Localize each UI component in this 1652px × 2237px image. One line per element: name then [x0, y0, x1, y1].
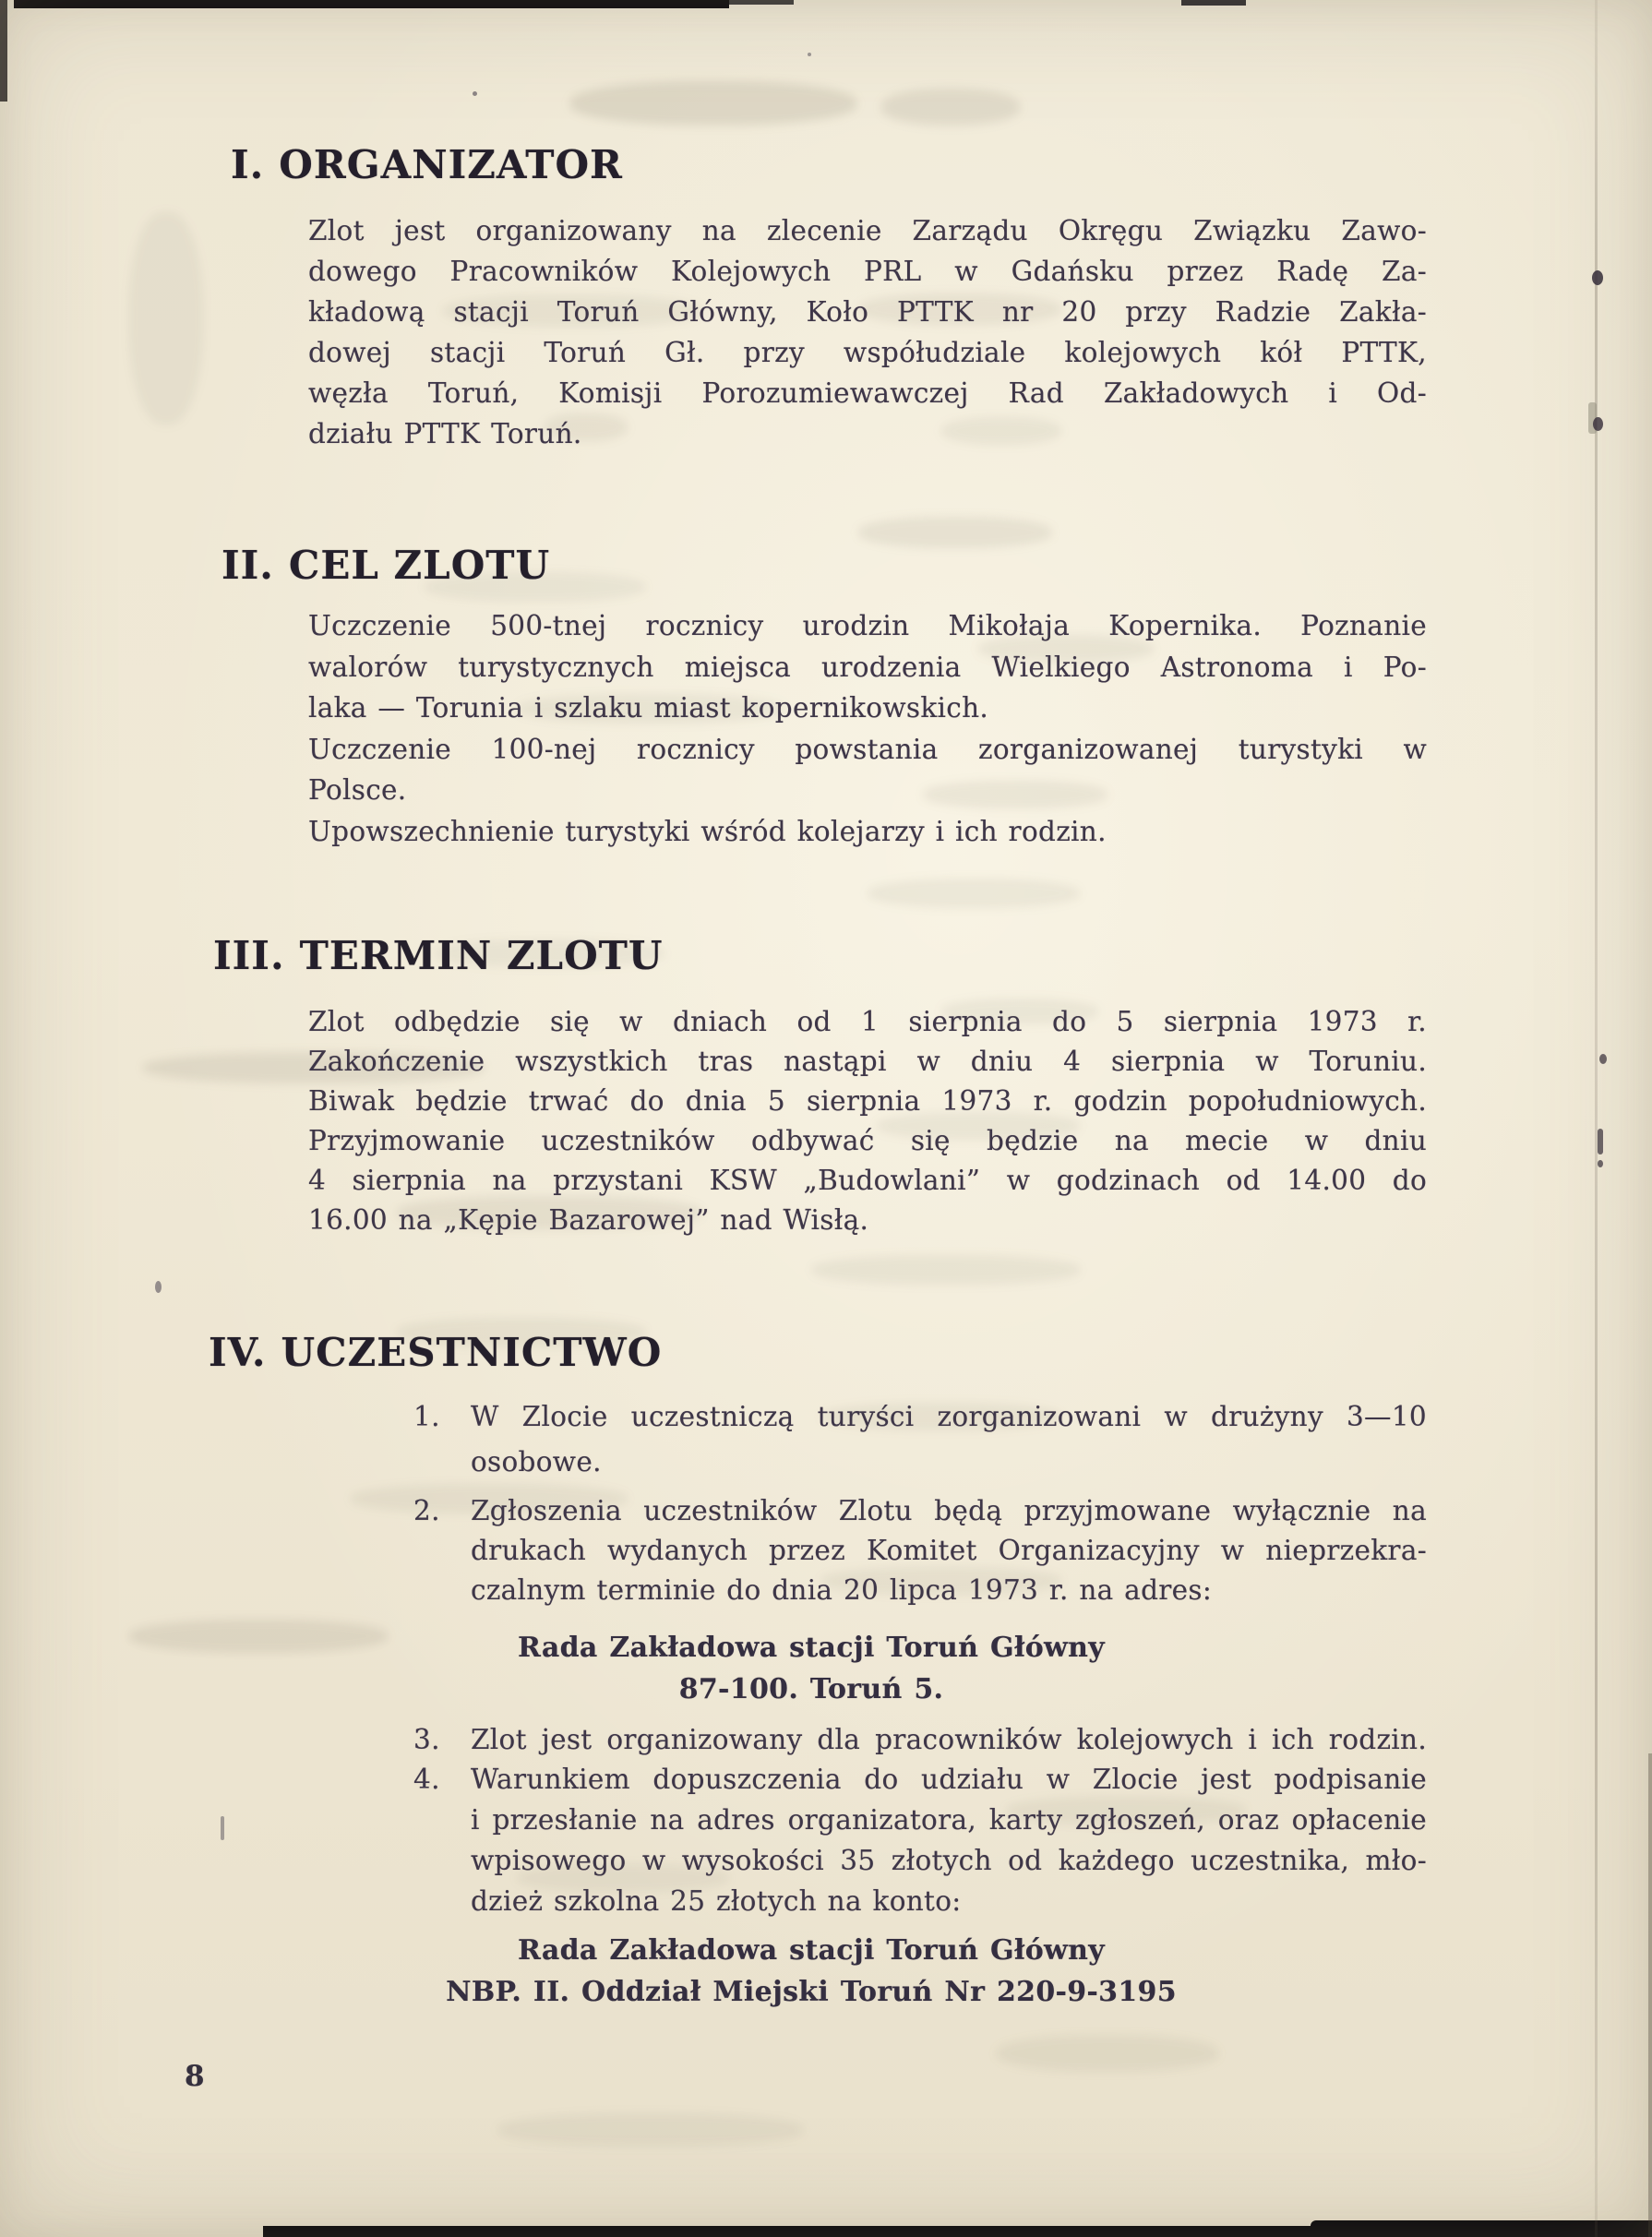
mailing-address: [308, 1627, 1314, 1710]
section-title: CEL ZLOTU: [288, 543, 551, 588]
ink-speck: [808, 53, 811, 56]
bleedthrough-smudge: [881, 89, 1020, 126]
list-item-4: [413, 1759, 1427, 1921]
text-line: czalnym terminie do dnia 20 lipca 1973 r. na adres:: [471, 1574, 1213, 1606]
scan-edge-top: [1181, 0, 1246, 6]
scan-edge-top: [14, 0, 729, 8]
text-line: walorów turystycznych miejsca urodzenia Wielkiego Astronoma i Po-: [308, 651, 1427, 683]
section-heading-organizator: [231, 142, 623, 187]
ink-speck: [1599, 1054, 1607, 1064]
scan-edge-bottom: [263, 2226, 1652, 2237]
page-crease: [1595, 0, 1598, 2237]
section-numeral: II.: [221, 543, 274, 588]
bleedthrough-smudge: [868, 879, 1080, 908]
bleedthrough-smudge: [498, 2113, 803, 2147]
bleedthrough-smudge: [858, 517, 1052, 548]
list-item-1: [413, 1394, 1427, 1485]
scan-edge-right: [1648, 1753, 1652, 2237]
scan-edge-top: [729, 0, 794, 5]
text-line: Uczczenie 500-tnej rocznicy urodzin Mikołaja Kopernika. Poznanie: [308, 610, 1427, 641]
ink-speck: [1598, 1129, 1603, 1154]
ink-speck: [1598, 1160, 1603, 1167]
ink-speck: [155, 1281, 162, 1293]
text-line: laka — Torunia i szlaku miast kopernikowskich.: [308, 692, 989, 724]
text-line: 4 sierpnia na przystani KSW „Budowlani” w godzinach od 14.00 do: [308, 1165, 1427, 1196]
address-line: Rada Zakładowa stacji Toruń Główny: [517, 1632, 1106, 1664]
section-title: TERMIN ZLOTU: [299, 933, 664, 978]
text-line: Zlot jest organizowany dla pracowników kolejowych i ich rodzin.: [471, 1724, 1427, 1755]
scan-edge-left: [0, 0, 7, 102]
organizator-paragraph: [308, 210, 1427, 454]
text-line: drukach wydanych przez Komitet Organizacyjny w nieprzekra-: [471, 1535, 1427, 1566]
ink-speck: [221, 1816, 224, 1840]
text-line: Polsce.: [308, 774, 407, 806]
bleedthrough-smudge: [570, 81, 856, 126]
text-line: dowej stacji Toruń Gł. przy współudziale kolejowych kół PTTK,: [308, 337, 1427, 368]
text-line: kładową stacji Toruń Główny, Koło PTTK nr 20 przy Radzie Zakła-: [308, 296, 1427, 328]
section-numeral: I.: [231, 142, 265, 187]
text-line: Zakończenie wszystkich tras nastąpi w dniu 4 sierpnia w Toruniu.: [308, 1046, 1427, 1077]
text-line: 16.00 na „Kępie Bazarowej” nad Wisłą.: [308, 1204, 869, 1236]
section-numeral: IV.: [209, 1330, 267, 1375]
list-item-2: [413, 1491, 1427, 1610]
section-title: ORGANIZATOR: [279, 142, 623, 187]
ink-speck: [1592, 270, 1603, 285]
text-line: węzła Toruń, Komisji Porozumiewawczej Rad Zakładowych i Od-: [308, 377, 1427, 409]
bank-account-address: [308, 1930, 1314, 2013]
text-line: osobowe.: [471, 1446, 602, 1477]
text-line: wpisowego w wysokości 35 złotych od każdego uczestnika, mło-: [471, 1845, 1427, 1876]
text-line: Upowszechnienie turystyki wśród kolejarzy i ich rodzin.: [308, 815, 1107, 847]
bleedthrough-smudge: [997, 2035, 1218, 2072]
page-number: 8: [185, 2060, 205, 2093]
ink-speck: [1593, 417, 1603, 431]
address-line: Rada Zakładowa stacji Toruń Główny: [517, 1934, 1106, 1967]
text-line: Warunkiem dopuszczenia do udziału w Zlocie jest podpisanie: [471, 1764, 1427, 1795]
bleedthrough-smudge: [129, 212, 203, 425]
text-line: i przesłanie na adres organizatora, karty zgłoszeń, oraz opłacenie: [471, 1804, 1427, 1836]
text-line: Zgłoszenia uczestników Zlotu będą przyjmowane wyłącznie na: [471, 1495, 1427, 1526]
termin-zlotu-paragraph: [308, 1002, 1427, 1240]
address-line: NBP. II. Oddział Miejski Toruń Nr 220-9-3195: [446, 1976, 1177, 2008]
ink-speck: [473, 91, 477, 96]
text-line: Uczczenie 100-nej rocznicy powstania zorganizowanej turystyki w: [308, 733, 1427, 765]
text-line: dowego Pracowników Kolejowych PRL w Gdańsku przez Radę Za-: [308, 256, 1427, 287]
address-line: 87-100. Toruń 5.: [678, 1673, 944, 1705]
list-item-number: 1.: [413, 1401, 440, 1432]
list-item-number: 2.: [413, 1495, 440, 1526]
text-line: dzież szkolna 25 złotych na konto:: [471, 1885, 962, 1917]
list-item-3: [413, 1720, 1427, 1760]
section-heading-termin-zlotu: [213, 933, 664, 978]
section-numeral: III.: [213, 933, 285, 978]
section-heading-cel-zlotu: [221, 543, 551, 588]
text-line: działu PTTK Toruń.: [308, 418, 582, 449]
scan-edge-bottom: [1311, 2220, 1652, 2237]
cel-zlotu-paragraph: [308, 605, 1427, 852]
text-line: Biwak będzie trwać do dnia 5 sierpnia 1973 r. godzin popołudniowych.: [308, 1085, 1427, 1117]
list-item-number: 4.: [413, 1764, 440, 1795]
section-heading-uczestnictwo: [209, 1330, 663, 1375]
list-item-number: 3.: [413, 1724, 440, 1755]
text-line: W Zlocie uczestniczą turyści zorganizowani w drużyny 3—10: [471, 1401, 1427, 1432]
text-line: Zlot jest organizowany na zlecenie Zarządu Okręgu Związku Zawo-: [308, 215, 1427, 246]
section-title: UCZESTNICTWO: [281, 1330, 663, 1375]
ink-speck: [1588, 402, 1597, 434]
text-line: Zlot odbędzie się w dniach od 1 sierpnia do 5 sierpnia 1973 r.: [308, 1006, 1427, 1037]
text-line: Przyjmowanie uczestników odbywać się będzie na mecie w dniu: [308, 1125, 1427, 1156]
bleedthrough-smudge: [812, 1255, 1080, 1285]
